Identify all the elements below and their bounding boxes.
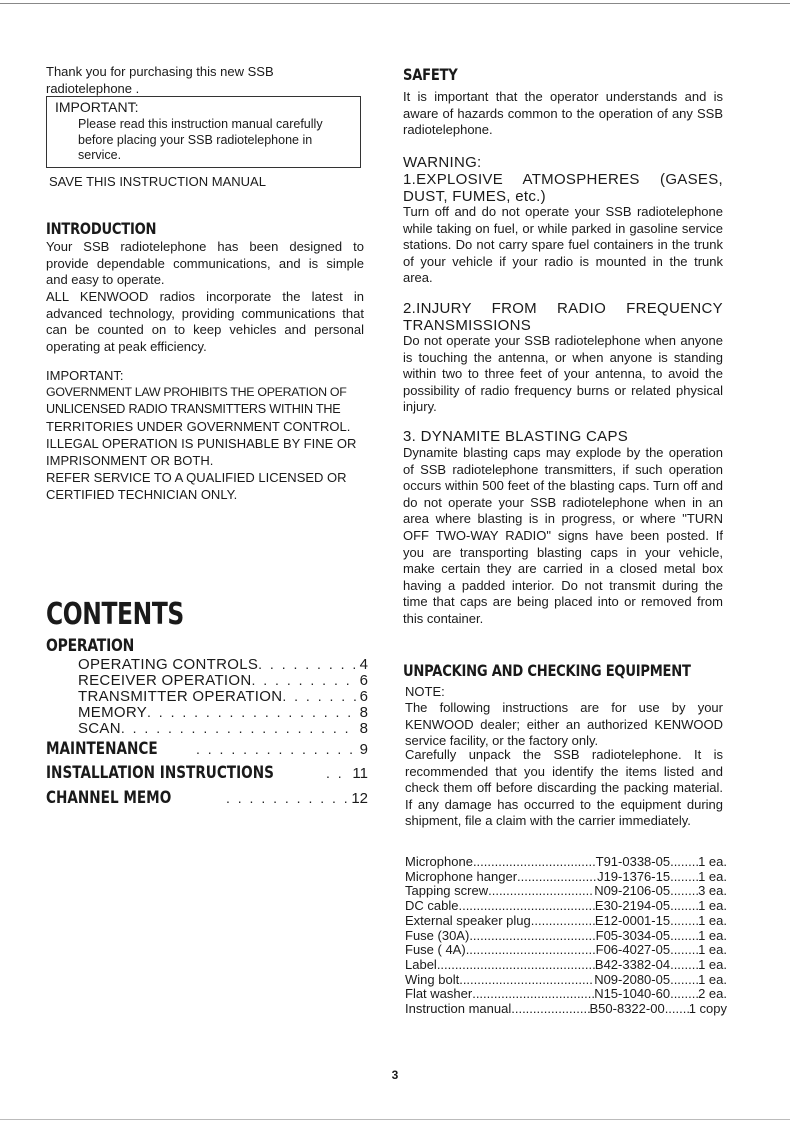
toc-label: RECEIVER OPERATION bbox=[78, 672, 252, 689]
important-box bbox=[46, 96, 361, 168]
part-code: B50-8322-00 bbox=[589, 1001, 665, 1017]
part-name: Fuse ( 4A) bbox=[405, 942, 466, 958]
toc-leader bbox=[251, 672, 355, 688]
toc-leader bbox=[282, 688, 355, 704]
part-qty: 1 ea. bbox=[698, 942, 727, 958]
parts-list-row bbox=[405, 958, 727, 973]
leader bbox=[670, 884, 698, 899]
part-qty: 3 ea. bbox=[698, 883, 727, 899]
safety-heading bbox=[403, 65, 469, 84]
safety-heading-text: SAFETY bbox=[403, 65, 458, 84]
unpacking-note-label: NOTE: bbox=[405, 684, 445, 699]
toc-entry-memory[interactable] bbox=[78, 704, 368, 721]
introduction-p2: ALL KENWOOD radios incorporate the latest in advanced technology, providing communications that can be counted on to keep vehicles and personal operating at peak efficiency. bbox=[46, 289, 364, 354]
part-code: N09-2080-05 bbox=[594, 971, 671, 987]
legal-line: TERRITORIES UNDER GOVERNMENT CONTROL. bbox=[46, 419, 351, 434]
unpacking-body-1: The following instructions are for use by your KENWOOD dealer; either an authorized KENWOOD service facility, or the factory only. bbox=[405, 700, 723, 749]
part-name: Label bbox=[405, 956, 437, 972]
part-name: External speaker plug bbox=[405, 912, 531, 928]
legal-line: REFER SERVICE TO A QUALIFIED LICENSED OR bbox=[46, 470, 347, 485]
safety-intro: It is important that the operator understands and is aware of hazards common to the operation of any SSB radiotelephone. bbox=[403, 89, 723, 138]
toc-entry-operating-controls[interactable] bbox=[78, 656, 368, 673]
toc-entry-scan[interactable] bbox=[78, 720, 368, 737]
part-qty: 2 ea. bbox=[698, 986, 727, 1002]
operation-heading bbox=[46, 636, 153, 656]
leader bbox=[472, 987, 594, 1002]
top-rule bbox=[0, 3, 790, 4]
toc-entry-installation[interactable] bbox=[46, 763, 368, 783]
part-qty: 1 ea. bbox=[698, 868, 727, 884]
part-qty: 1 copy bbox=[688, 1001, 727, 1017]
contents-heading-text: CONTENTS bbox=[46, 597, 184, 632]
toc-page: 9 bbox=[359, 741, 368, 758]
toc-label: SCAN bbox=[78, 720, 121, 737]
leader bbox=[466, 943, 596, 958]
thanks-text: Thank you for purchasing this new SSB radiotelephone . bbox=[46, 64, 274, 96]
parts-list-row bbox=[405, 855, 727, 870]
parts-list-row bbox=[405, 884, 727, 899]
page-number: 3 bbox=[391, 1068, 399, 1082]
important-box-title: IMPORTANT: bbox=[55, 99, 139, 115]
part-name: Tapping screw bbox=[405, 883, 489, 899]
legal-line: IMPRISONMENT OR BOTH. bbox=[46, 453, 214, 468]
part-code: T91-0338-05 bbox=[595, 854, 671, 869]
part-qty: 1 ea. bbox=[698, 956, 727, 972]
part-qty: 1 ea. bbox=[698, 971, 727, 987]
part-code: E30-2194-05 bbox=[594, 898, 671, 914]
toc-page: 12 bbox=[351, 790, 368, 807]
toc-label: MAINTENANCE bbox=[46, 739, 158, 759]
leader bbox=[459, 973, 594, 988]
parts-list-row bbox=[405, 973, 727, 988]
warning-1-title: 1.EXPLOSIVE ATMOSPHERES (GASES, DUST, FUMES, etc.) bbox=[403, 171, 723, 205]
legal-line: GOVERNMENT LAW PROHIBITS THE OPERATION OF bbox=[46, 385, 347, 399]
warning-2-body: Do not operate your SSB radiotelephone when anyone is touching the antenna, or when anyone is standing within two to three feet of your antenna, to avoid the possibility of radio frequency burns or related physical injury. bbox=[403, 333, 723, 415]
part-qty: 1 ea. bbox=[698, 854, 727, 869]
toc-label: MEMORY bbox=[78, 704, 148, 721]
warning-label: WARNING: bbox=[403, 154, 482, 171]
toc-entry-receiver-operation[interactable] bbox=[78, 672, 368, 689]
toc-label: INSTALLATION INSTRUCTIONS bbox=[46, 763, 274, 783]
leader bbox=[670, 943, 698, 958]
part-qty: 1 ea. bbox=[698, 912, 727, 928]
part-name: Flat washer bbox=[405, 986, 473, 1002]
toc-label: TRANSMITTER OPERATION bbox=[78, 688, 283, 705]
legal-notice bbox=[46, 367, 376, 503]
leader bbox=[665, 1002, 689, 1017]
toc-leader bbox=[326, 765, 348, 781]
toc-page: 8 bbox=[359, 704, 368, 721]
toc-label: OPERATING CONTROLS bbox=[78, 656, 259, 673]
toc-page: 11 bbox=[352, 765, 368, 782]
toc-leader bbox=[258, 656, 356, 672]
leader bbox=[473, 855, 596, 870]
legal-line: UNLICENSED RADIO TRANSMITTERS WITHIN THE bbox=[46, 402, 341, 416]
leader bbox=[670, 929, 698, 944]
leader bbox=[517, 870, 597, 885]
introduction-heading-text: INTRODUCTION bbox=[46, 219, 157, 238]
toc-page: 6 bbox=[359, 688, 368, 705]
part-name: DC cable bbox=[405, 898, 459, 914]
parts-list-row bbox=[405, 987, 727, 1002]
important-box-body: Please read this instruction manual carefully before placing your SSB radiotelephone in service. bbox=[78, 117, 323, 162]
part-code: E12-0001-15 bbox=[594, 912, 671, 928]
parts-list bbox=[405, 855, 727, 1017]
part-qty: 1 ea. bbox=[698, 898, 727, 914]
part-code: B42-3382-04 bbox=[594, 956, 671, 972]
part-code: J19-1376-15 bbox=[597, 868, 671, 884]
toc-leader bbox=[226, 790, 347, 806]
toc-page: 4 bbox=[359, 656, 368, 673]
leader bbox=[670, 855, 698, 870]
toc-entry-transmitter-operation[interactable] bbox=[78, 688, 368, 705]
unpacking-body-2: Carefully unpack the SSB radiotelephone. It is recommended that you identify the items listed and check them off before discarding the packing material. If any damage has occurred to the equipment during shipment, file a claim with the carrier immediately. bbox=[405, 747, 723, 829]
leader bbox=[469, 929, 595, 944]
part-code: N09-2106-05 bbox=[594, 883, 671, 899]
bottom-rule bbox=[0, 1119, 790, 1120]
leader bbox=[670, 973, 698, 988]
toc-page: 6 bbox=[359, 672, 368, 689]
toc-label: CHANNEL MEMO bbox=[46, 788, 172, 808]
save-notice: SAVE THIS INSTRUCTION MANUAL bbox=[49, 174, 266, 189]
leader bbox=[670, 899, 698, 914]
legal-line: CERTIFIED TECHNICIAN ONLY. bbox=[46, 487, 238, 502]
part-name: Microphone hanger bbox=[405, 868, 518, 884]
toc-page: 8 bbox=[359, 720, 368, 737]
toc-entry-channel-memo[interactable] bbox=[46, 788, 368, 808]
legal-title: IMPORTANT: bbox=[46, 368, 124, 383]
legal-line: ILLEGAL OPERATION IS PUNISHABLE BY FINE OR bbox=[46, 436, 357, 451]
contents-heading bbox=[46, 597, 223, 632]
parts-list-row bbox=[405, 1002, 727, 1017]
parts-list-row bbox=[405, 914, 727, 929]
leader bbox=[511, 1002, 589, 1017]
parts-list-row bbox=[405, 929, 727, 944]
part-name: Instruction manual bbox=[405, 1001, 512, 1017]
unpacking-heading bbox=[403, 661, 754, 680]
parts-list-row bbox=[405, 899, 727, 914]
warning-2-title: 2.INJURY FROM RADIO FREQUENCY TRANSMISSIONS bbox=[403, 300, 723, 334]
part-code: F05-3034-05 bbox=[595, 927, 671, 943]
part-code: F06-4027-05 bbox=[595, 942, 671, 958]
leader bbox=[437, 958, 595, 973]
parts-list-row bbox=[405, 943, 727, 958]
leader bbox=[670, 958, 698, 973]
leader bbox=[670, 987, 698, 1002]
leader bbox=[670, 870, 698, 885]
leader bbox=[531, 914, 595, 929]
warning-1-body: Turn off and do not operate your SSB radiotelephone while taking on fuel, or while parked in gasoline service stations. Do not carry spare fuel containers in the trunk of your vehicle if your radio is mounted in the trunk area. bbox=[403, 204, 723, 286]
introduction-p1: Your SSB radiotelephone has been designed to provide dependable communications, and is simple and easy to operate. bbox=[46, 239, 364, 288]
toc-entry-maintenance[interactable] bbox=[46, 739, 368, 759]
part-qty: 1 ea. bbox=[698, 927, 727, 943]
toc-leader bbox=[121, 720, 356, 736]
part-name: Microphone bbox=[405, 854, 473, 869]
toc-leader bbox=[196, 741, 356, 757]
leader bbox=[670, 914, 698, 929]
parts-list-row bbox=[405, 870, 727, 885]
toc-leader bbox=[147, 704, 356, 720]
operation-heading-text: OPERATION bbox=[46, 636, 135, 656]
part-name: Wing bolt bbox=[405, 971, 460, 987]
warning-3-title: 3. DYNAMITE BLASTING CAPS bbox=[403, 428, 629, 445]
unpacking-heading-text: UNPACKING AND CHECKING EQUIPMENT bbox=[403, 661, 691, 680]
leader bbox=[458, 899, 594, 914]
leader bbox=[488, 884, 594, 899]
part-code: N15-1040-60 bbox=[594, 986, 671, 1002]
introduction-heading bbox=[46, 219, 180, 238]
part-name: Fuse (30A) bbox=[405, 927, 470, 943]
warning-3-body: Dynamite blasting caps may explode by the operation of SSB radiotelephone transmitters, if such operation occurs within 500 feet of the blasting caps. Turn off and do not operate your SSB radiotelephone when in an area where blasting is in progress, or where "TURN OFF TWO-WAY RADIO" signs have been posted. If you are transporting blasting caps in your vehicle, make certain they are carried in a closed metal box having a padded interior. Do not transmit during the time that caps are being placed into or removed from this container. bbox=[403, 445, 723, 626]
